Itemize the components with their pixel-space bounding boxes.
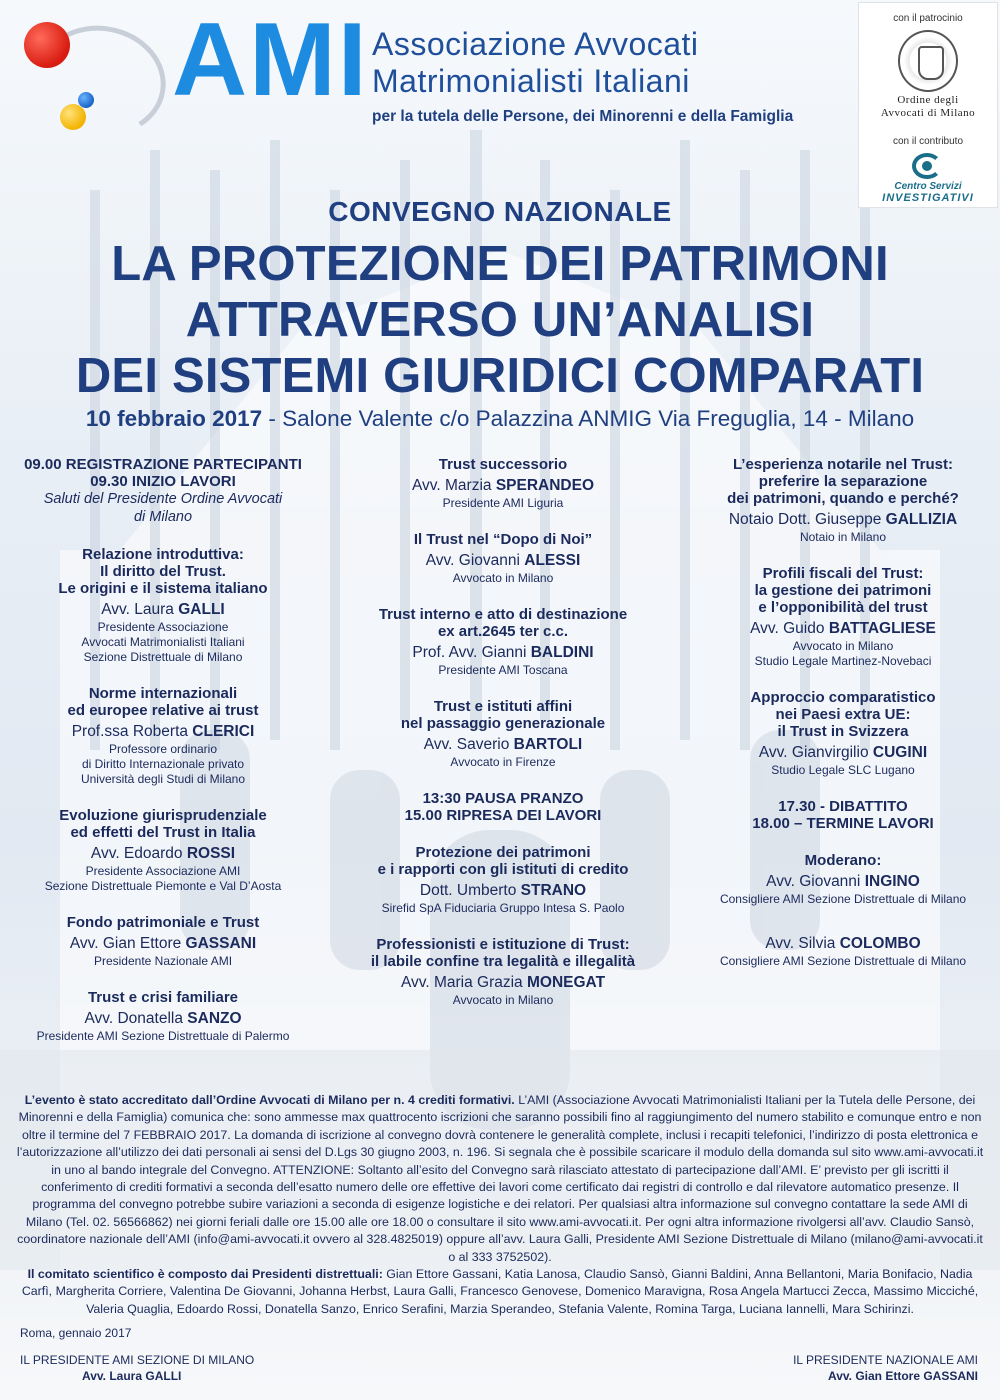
moderator-name [688, 872, 998, 892]
speaker-role: Avvocati Matrimonialisti Italiani [81, 635, 245, 649]
talk-block [348, 844, 658, 916]
speaker-role: Presidente Nazionale AMI [93, 954, 233, 968]
speaker-role: Sezione Distrettuale di Milano [83, 650, 243, 664]
speaker-surname: ALESSI [524, 552, 581, 569]
moderator-role: Consigliere AMI Sezione Distrettuale di Milano [719, 954, 967, 968]
moderator-name [688, 934, 998, 954]
debate-time: 17.30 - DIBATTITO [778, 798, 908, 815]
talk-title: Trust interno e atto di destinazione [378, 606, 628, 623]
speaker-name [688, 619, 998, 639]
speaker-name [348, 476, 658, 496]
signature-left-name: Avv. Laura GALLI [82, 1369, 182, 1383]
logo-red-circle [24, 22, 70, 68]
speaker-surname: BALDINI [530, 644, 594, 661]
association-tagline: per la tutela delle Persone, dei Minorenni e della Famiglia [372, 108, 794, 125]
registration-details: L’AMI (Associazione Avvocati Matrimonialisti Italiani per la Tutela delle Persone, dei Minorenni e della Famiglia) comunica che: sono ammesse max quattrocento iscrizioni che saranno possibili fino al raggiungimento del numero stabilito e comunque entro e non oltre il termine del 7 FEBBRAIO 2017. La domanda di iscrizione al convegno dovrà contenere le generalità complete, inclusi i recapiti telefonici, l’indirizzo di posta elettronica e l’autorizzazione all’utilizzo dei dati personali ai sensi del D.Lgs 30 giugno 2003, n. 196. Si segnala che è possibile scaricare il modulo della domanda sul sito www.ami-avvocati.it in uno al bando integrale del Convegno. ATTENZIONE: Soltanto all’esito del Convegno sarà rilasciato attestato di partecipazione dall’AMI. E’ previsto per gli iscritti il conferimento di crediti formativi a seconda dell’esatto numero delle ore effettive dei lavori come certificato dai registri di controllo e dal rilevatore automatico presenze. Il programma del convegno potrebbe subire variazioni a seconda di esigenze logistiche e dei relatori. Per qualsiasi altra informazione sul convegno contattare la sede AMI di Milano (Tel. 02. 56566862) nei giorni feriali dalle ore 15.00 alle ore 18.00 o consultare il sito www.ami-avvocati.it. Per ogni altra informazione rivolgersi all’avv. Claudio Sansò, coordinatore nazionale dell’AMI (info@ami-avvocati.it ovvero al 328.4825019) oppure all’avv. Laura Galli, Presidente AMI Sezione Distrettuale di Milano (milano@ami-avvocati.it o al 333 3752502). [16, 1093, 984, 1264]
speaker-name [688, 743, 998, 763]
talk-block [348, 936, 658, 1008]
speaker-name [8, 722, 318, 742]
talk-block [348, 606, 658, 678]
accreditation-note: L’evento è stato accreditato dall’Ordine Avvocati di Milano per n. 4 crediti formativi. [24, 1093, 515, 1107]
sponsor-box [858, 2, 998, 208]
talk-block [8, 685, 318, 787]
talk-title: ed effetti del Trust in Italia [70, 824, 256, 841]
speaker-name [8, 600, 318, 620]
speaker-role: Presidente Associazione AMI [85, 864, 241, 878]
csi-name-line-1: Centro Servizi [894, 181, 962, 192]
speaker-surname: GALLI [178, 601, 225, 618]
speaker-role: Studio Legale SLC Lugano [771, 763, 915, 777]
resume-time: 15.00 RIPRESA DEI LAVORI [404, 807, 602, 824]
logo-blue-dot [78, 92, 94, 108]
main-title-line-3: DEI SISTEMI GIURIDICI COMPARATI [75, 349, 925, 403]
association-line-1: Associazione Avvocati [372, 26, 699, 62]
break-block [348, 790, 658, 824]
contribution-label: con il contributo [892, 136, 964, 147]
speaker-name [8, 1009, 318, 1029]
talk-title: Profili fiscali del Trust: [762, 565, 924, 582]
committee-info [16, 1266, 984, 1318]
speaker-role: Notaio in Milano [799, 530, 887, 544]
talk-block [8, 914, 318, 969]
talk-title: ed europee relative ai trust [67, 702, 259, 719]
convegno-heading: CONVEGNO NAZIONALE [328, 196, 672, 227]
lunch-break-time: 13:30 PAUSA PRANZO [422, 790, 584, 807]
talk-title: e i rapporti con gli istituti di credito [377, 861, 629, 878]
speaker-name [348, 551, 658, 571]
talk-block [348, 531, 658, 586]
talk-block [8, 807, 318, 894]
speaker-role: Presidente AMI Liguria [442, 496, 564, 510]
speaker-surname: GALLIZIA [885, 511, 958, 528]
main-title-line-2: ATTRAVERSO UN’ANALISI [185, 293, 815, 347]
ordine-line-1: Ordine degli [897, 94, 959, 106]
ordine-line-2: Avvocati di Milano [880, 107, 976, 119]
speaker-title-name: Avv. Giovanni [425, 552, 525, 569]
speaker-role: Avvocato in Milano [452, 993, 554, 1007]
registration-time: 09.00 REGISTRAZIONE PARTECIPANTI [24, 456, 302, 473]
speaker-role: Sirefid SpA Fiduciaria Gruppo Intesa S. Paolo [381, 901, 625, 915]
moderator-surname: COLOMBO [839, 935, 921, 952]
speaker-surname: GASSANI [185, 935, 257, 952]
event-venue: - Salone Valente c/o Palazzina ANMIG Via Freguglia, 14 - Milano [262, 406, 915, 431]
talk-title: Trust e crisi familiare [87, 989, 239, 1006]
speaker-name [348, 881, 658, 901]
signature-left [20, 1352, 254, 1384]
speaker-role: di Diritto Internazionale privato [81, 757, 245, 771]
speaker-surname: STRANO [520, 882, 587, 899]
speaker-role: Presidente Associazione [97, 620, 229, 634]
talk-title: e l’opponibilità del trust [758, 599, 928, 616]
signature-right-title: IL PRESIDENTE NAZIONALE AMI [793, 1353, 978, 1367]
speaker-role: Presidente AMI Sezione Distrettuale di Palermo [36, 1029, 290, 1043]
speaker-role: Studio Legale Martinez-Novebaci [754, 654, 932, 668]
talk-block [348, 698, 658, 770]
start-time: 09.30 INIZIO LAVORI [90, 473, 236, 490]
speaker-surname: ROSSI [186, 845, 236, 862]
speaker-surname: CLERICI [192, 723, 255, 740]
talk-title: Relazione introduttiva: [82, 546, 244, 563]
speaker-role: Presidente AMI Toscana [438, 663, 568, 677]
csi-logo-icon [898, 153, 958, 181]
speaker-role: Professore ordinario [108, 742, 218, 756]
talk-title: Le origini e il sistema italiano [58, 580, 268, 597]
speaker-name [688, 510, 998, 530]
speaker-title-name: Dott. Umberto [419, 882, 521, 899]
talk-title: nei Paesi extra UE: [775, 706, 911, 723]
signature-left-title: IL PRESIDENTE AMI SEZIONE DI MILANO [20, 1353, 255, 1367]
logo-wordmark: AMI [172, 2, 369, 118]
signature-right [766, 1352, 978, 1384]
logo-yellow-dot [60, 104, 86, 130]
speaker-surname: SPERANDEO [495, 477, 595, 494]
talk-title: Fondo patrimoniale e Trust [66, 914, 260, 931]
talk-block [688, 689, 998, 778]
talk-block [688, 456, 998, 545]
speaker-title-name: Avv. Saverio [423, 736, 514, 753]
talk-title: preferire la separazione [758, 473, 928, 490]
talk-title: Trust e istituti affini [433, 698, 573, 715]
talk-title: Protezione dei patrimoni [415, 844, 591, 861]
patronage-label: con il patrocinio [893, 13, 963, 24]
talk-block [8, 546, 318, 665]
committee-heading: Il comitato scientifico è composto dai Presidenti distrettuali: [27, 1267, 383, 1282]
speaker-name [8, 934, 318, 954]
opening-block [8, 456, 318, 526]
speaker-role: Avvocato in Milano [452, 571, 554, 585]
closing-block [688, 798, 998, 832]
talk-block [688, 565, 998, 669]
talk-title: Approccio comparatistico [750, 689, 936, 706]
speaker-surname: BATTAGLIESE [828, 620, 936, 637]
ordine-avvocati-name [859, 94, 997, 120]
committee-members: Gian Ettore Gassani, Katia Lanosa, Claudio Sansò, Gianni Baldini, Anna Bellantoni, Maria Bonifacio, Nadia Carfì, Margherita Corriere, Valentina De Giovanni, Johanna Herbst, Laura Galli, Francesco Genovese, Domenico Maravigna, Rosa Angela Martucci Zecca, Massimo Micciché, Valeria Quaglia, Edoardo Rossi, Donatella Sanzo, Enrico Serafini, Marzia Sperandeo, Stefania Valente, Romina Targa, Luciana Iannelli, Mara Schirinzi. [21, 1267, 979, 1316]
place-date: Roma, gennaio 2017 [20, 1326, 132, 1340]
speaker-name [348, 735, 658, 755]
program-column-1 [8, 456, 318, 1064]
speaker-role: Avvocato in Milano [792, 639, 894, 653]
moderators-heading: Moderano: [804, 852, 882, 869]
speaker-title-name: Avv. Guido [750, 620, 829, 637]
talk-title: Il diritto del Trust. [100, 563, 226, 580]
csi-name-line-2: INVESTIGATIVI [882, 192, 974, 204]
moderator-title-name: Avv. Silvia [765, 935, 840, 952]
event-info-text [16, 1092, 984, 1318]
speaker-role: Università degli Studi di Milano [80, 772, 246, 786]
program-column-2 [348, 456, 658, 1028]
registration-info [16, 1092, 984, 1266]
greetings-line-2: di Milano [133, 509, 193, 525]
talk-title: Il Trust nel “Dopo di Noi” [413, 531, 593, 548]
talk-title: ex art.2645 ter c.c. [437, 623, 569, 640]
talk-title: la gestione dei patrimoni [754, 582, 932, 599]
speaker-title-name: Prof. Avv. Gianni [412, 644, 531, 661]
talk-title: L’esperienza notarile nel Trust: [732, 456, 954, 473]
end-time: 18.00 – TERMINE LAVORI [752, 815, 934, 832]
moderator-title-name: Avv. Giovanni [766, 873, 865, 890]
talk-block [8, 989, 318, 1044]
talk-title: Professionisti e istituzione di Trust: [376, 936, 630, 953]
speaker-surname: MONEGAT [526, 974, 606, 991]
event-date: 10 febbraio 2017 [85, 406, 263, 431]
talk-title: il labile confine tra legalità e illegalità [370, 953, 636, 970]
speaker-title-name: Avv. Gianvirgilio [758, 744, 873, 761]
speaker-title-name: Avv. Marzia [411, 477, 496, 494]
speaker-role: Sezione Distrettuale Piemonte e Val D’Aosta [44, 879, 282, 893]
ordine-seal-icon [898, 30, 958, 92]
speaker-title-name: Avv. Gian Ettore [69, 935, 186, 952]
speaker-name [348, 973, 658, 993]
greetings-line-1: Saluti del Presidente Ordine Avvocati [43, 491, 283, 507]
talk-title: Norme internazionali [88, 685, 238, 702]
moderators-block [688, 852, 998, 969]
speaker-title-name: Avv. Donatella [84, 1010, 188, 1027]
speaker-name [8, 844, 318, 864]
speaker-surname: BARTOLI [513, 736, 583, 753]
association-line-2: Matrimonialisti Italiani [372, 63, 690, 99]
speaker-surname: CUGINI [872, 744, 928, 761]
speaker-title-name: Prof.ssa Roberta [71, 723, 193, 740]
talk-title: Evoluzione giurisprudenziale [59, 807, 267, 824]
program-column-3 [688, 456, 998, 989]
csi-dot-shape [922, 161, 932, 171]
speaker-surname: SANZO [187, 1010, 242, 1027]
moderator-surname: INGINO [864, 873, 920, 890]
moderator-role: Consigliere AMI Sezione Distrettuale di Milano [719, 892, 967, 906]
speaker-title-name: Avv. Laura [101, 601, 179, 618]
speaker-name [348, 643, 658, 663]
talk-title: nel passaggio generazionale [400, 715, 606, 732]
talk-title: dei patrimoni, quando e perché? [727, 490, 959, 507]
speaker-role: Avvocato in Firenze [450, 755, 556, 769]
speaker-title-name: Avv. Maria Grazia [400, 974, 527, 991]
date-venue-line [0, 406, 1000, 432]
talk-title: il Trust in Svizzera [777, 723, 909, 740]
speaker-title-name: Avv. Edoardo [90, 845, 187, 862]
signature-right-name: Avv. Gian Ettore GASSANI [827, 1369, 978, 1383]
speaker-title-name: Notaio Dott. Giuseppe [728, 511, 886, 528]
talk-block [348, 456, 658, 511]
talk-title: Trust successorio [438, 456, 568, 473]
main-title-line-1: LA PROTEZIONE DEI PATRIMONI [111, 237, 889, 291]
ami-logo [22, 12, 182, 162]
association-name [372, 26, 699, 100]
main-title [0, 236, 1000, 404]
